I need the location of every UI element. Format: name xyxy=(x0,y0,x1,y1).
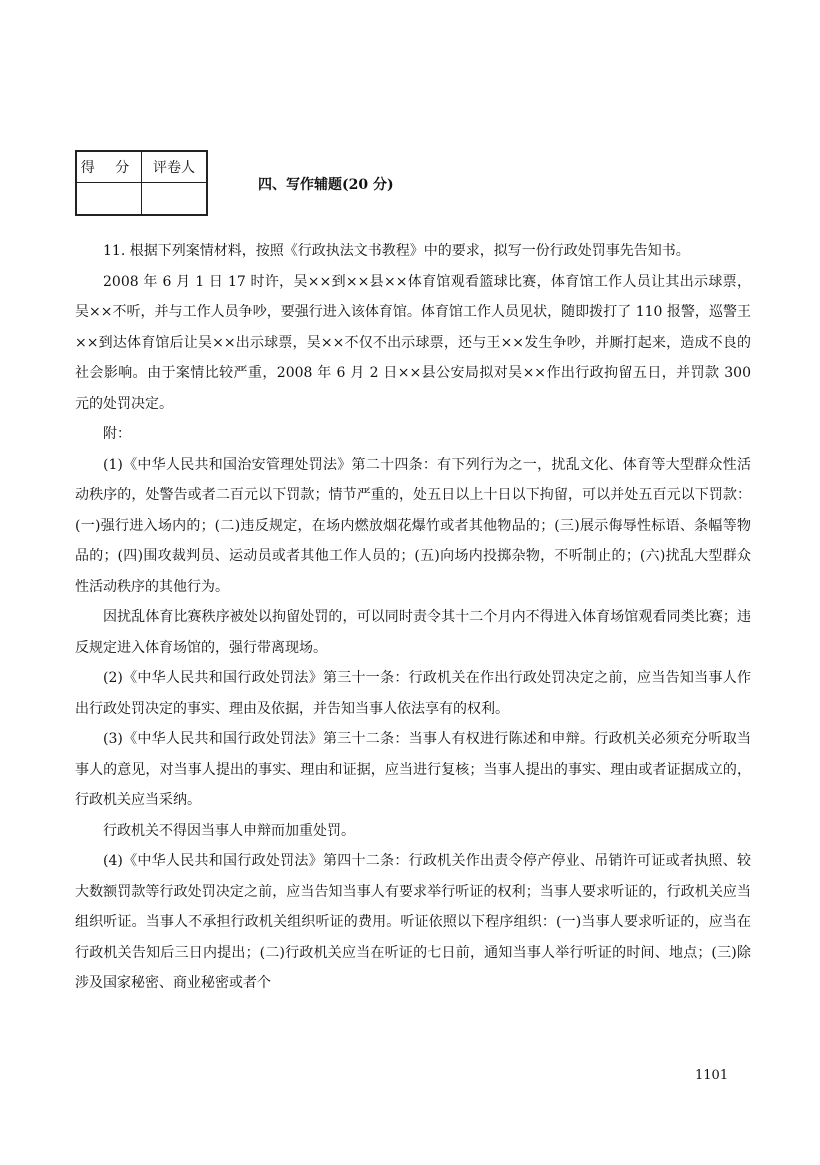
score-cell xyxy=(76,183,142,216)
document-body xyxy=(75,236,751,999)
law-article-3: (3)《中华人民共和国行政处罚法》第三十二条：当事人有权进行陈述和申辩。行政机关必须充分听取当事人的意见，对当事人提出的事实、理由和证据，应当进行复核；当事人提出的事实、理由或者证据成立的，行政机关应当采纳。 xyxy=(75,731,751,808)
page-number: 1101 xyxy=(695,1068,729,1083)
score-label: 得 分 xyxy=(76,151,142,183)
law-article-2: (2)《中华人民共和国行政处罚法》第三十一条：行政机关在作出行政处罚决定之前，应当告知当事人作出行政处罚决定的事实、理由及依据，并告知当事人依法享有的权利。 xyxy=(75,670,751,717)
grader-label: 评卷人 xyxy=(142,151,208,183)
law-article-4: (4)《中华人民共和国行政处罚法》第四十二条：行政机关作出责令停产停业、吊销许可证或者执照、较大数额罚款等行政处罚决定之前，应当告知当事人有要求举行听证的权利；当事人要求听证的，行政机关应当组织听证。当事人不承担行政机关组织听证的费用。听证依照以下程序组织：(一)当事人要求听证的，应当在行政机关告知后三日内提出；(二)行政机关应当在听证的七日前，通知当事人举行听证的时间、地点；(三)除涉及国家秘密、商业秘密或者个 xyxy=(75,853,751,991)
appendix-label: 附： xyxy=(103,426,131,442)
law-article-1: (1)《中华人民共和国治安管理处罚法》第二十四条：有下列行为之一，扰乱文化、体育等大型群众性活动秩序的，处警告或者二百元以下罚款；情节严重的，处五日以上十日以下拘留，可以并处五百元以下罚款：(一)强行进入场内的；(二)违反规定，在场内燃放烟花爆竹或者其他物品的；(三)展示侮辱性标语、条幅等物品的；(四)围攻裁判员、运动员或者其他工作人员的；(五)向场内投掷杂物，不听制止的；(六)扰乱大型群众性活动秩序的其他行为。 xyxy=(75,456,751,595)
question-paragraph: 11. 根据下列案情材料，按照《行政执法文书教程》中的要求，拟写一份行政处罚事先告知书。 xyxy=(103,243,690,259)
case-paragraph: 2008 年 6 月 1 日 17 时许，吴××到××县××体育馆观看篮球比赛，体育馆工作人员让其出示球票，吴××不听，并与工作人员争吵，要强行进入该体育馆。体育馆工作人员见状，随即拨打了 110 报警，巡警王××到达体育馆后让吴××出示球票，吴××不仅不出示球票，还与王××发生争吵，并厮打起来，造成不良的社会影响。由于案情比较严重，2008 年 6 月 2 日××县公安局拟对吴××作出行政拘留五日，并罚款 300 元的处罚决定。 xyxy=(75,273,751,412)
law-article-3-note: 行政机关不得因当事人申辩而加重处罚。 xyxy=(103,822,355,839)
score-table xyxy=(75,150,208,216)
section-title: 四、写作辅题(20 分) xyxy=(258,177,394,193)
law-article-1-note: 因扰乱体育比赛秩序被处以拘留处罚的，可以同时责令其十二个月内不得进入体育场馆观看同类比赛；违反规定进入体育场馆的，强行带离现场。 xyxy=(75,609,751,656)
grader-cell xyxy=(142,183,208,216)
